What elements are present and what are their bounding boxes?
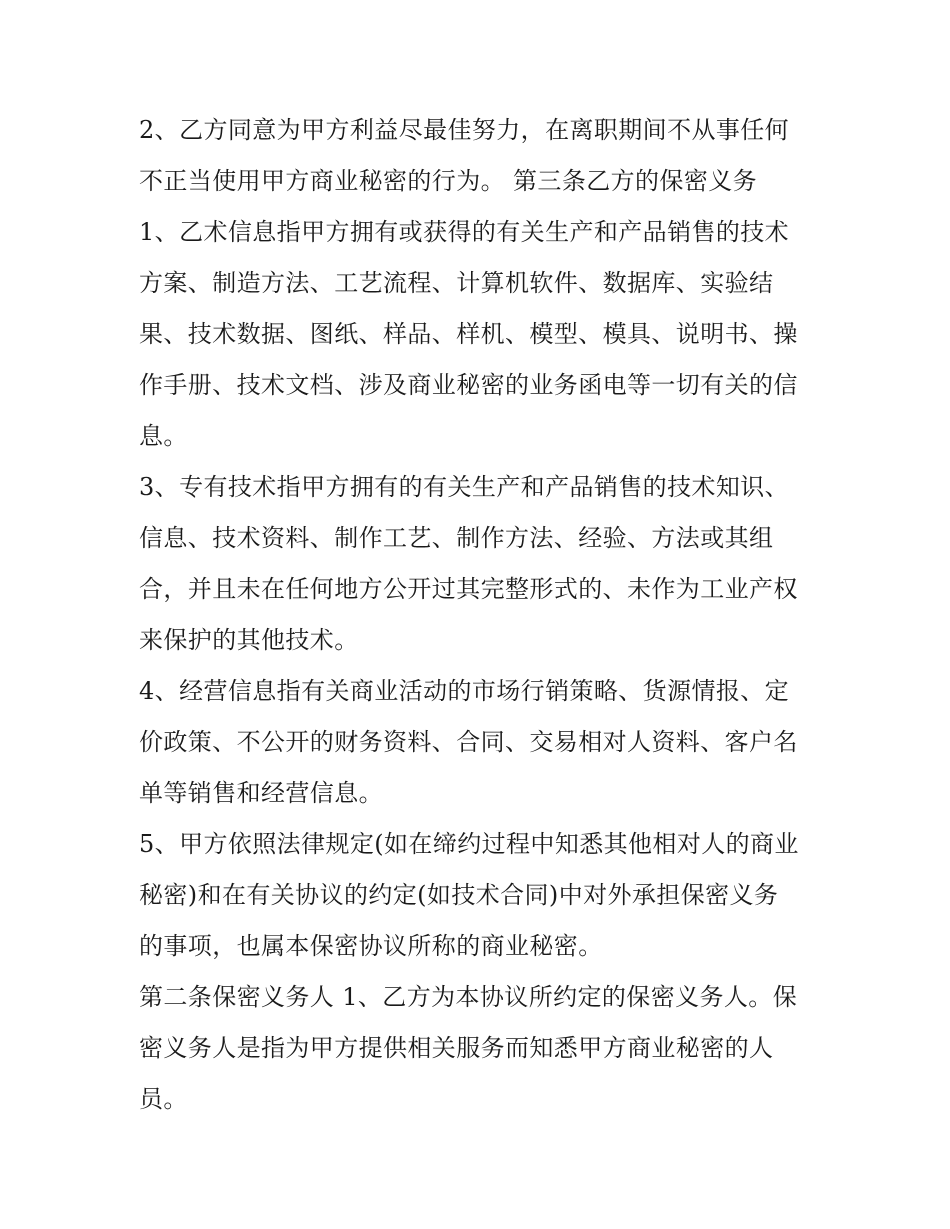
text-line: 4、经营信息指有关商业活动的市场行销策略、货源情报、定	[139, 677, 790, 705]
text-line: 不正当使用甲方商业秘密的行为。 第三条乙方的保密义务	[139, 167, 758, 195]
text-line: 合，并且未在任何地方公开过其完整形式的、未作为工业产权	[139, 575, 798, 603]
text-line: 1、乙术信息指甲方拥有或获得的有关生产和产品销售的技术	[139, 218, 790, 246]
document-body	[139, 105, 819, 1125]
text-line: 单等销售和经营信息。	[139, 779, 383, 807]
text-line: 秘密)和在有关协议的约定(如技术合同)中对外承担保密义务	[139, 881, 779, 909]
text-line: 价政策、不公开的财务资料、合同、交易相对人资料、客户名	[139, 728, 798, 756]
text-line: 作手册、技术文档、涉及商业秘密的业务函电等一切有关的信	[139, 371, 798, 399]
text-line: 密义务人是指为甲方提供相关服务而知悉甲方商业秘密的人	[139, 1034, 774, 1062]
text-line: 来保护的其他技术。	[139, 626, 359, 654]
text-line: 果、技术数据、图纸、样品、样机、模型、模具、说明书、操	[139, 320, 798, 348]
text-line: 第二条保密义务人 1、乙方为本协议所约定的保密义务人。保	[139, 983, 798, 1011]
text-line: 3、专有技术指甲方拥有的有关生产和产品销售的技术知识、	[139, 473, 790, 501]
text-line: 息。	[139, 422, 188, 450]
text-line: 的事项，也属本保密协议所称的商业秘密。	[139, 932, 603, 960]
text-line: 2、乙方同意为甲方利益尽最佳努力，在离职期间不从事任何	[139, 116, 790, 144]
text-line: 方案、制造方法、工艺流程、计算机软件、数据库、实验结	[139, 269, 774, 297]
text-line: 信息、技术资料、制作工艺、制作方法、经验、方法或其组	[139, 524, 774, 552]
text-line: 员。	[139, 1085, 188, 1113]
text-line: 5、甲方依照法律规定(如在缔约过程中知悉其他相对人的商业	[139, 830, 799, 858]
